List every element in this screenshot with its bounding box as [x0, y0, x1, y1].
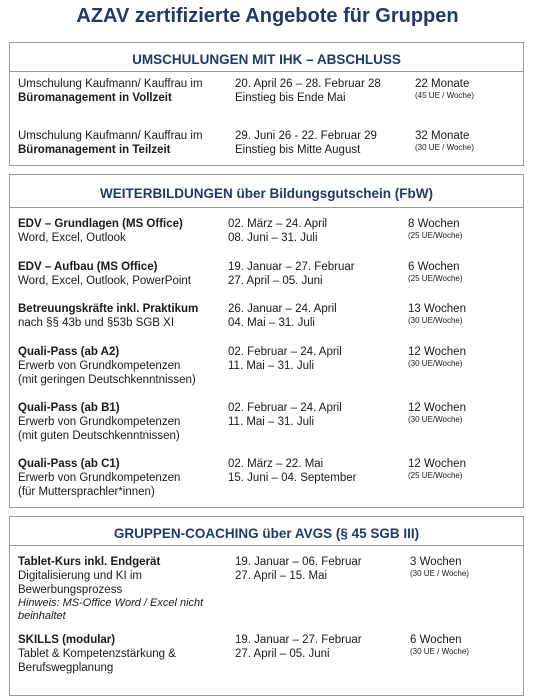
course-desc: Digitalisierung und KI im	[18, 570, 143, 582]
course-duration	[408, 457, 508, 481]
course-desc: Tablet & Kompetenzstärkung &	[18, 648, 176, 660]
course-name	[18, 77, 233, 105]
date-range: 11. Mai – 31. Juli	[228, 360, 315, 372]
weekly-rate: (30 UE / Woche)	[415, 143, 474, 152]
date-note: Einstieg bis Ende Mai	[235, 92, 346, 104]
course-dates	[235, 555, 413, 583]
course-desc: (für Muttersprachler*innen)	[18, 486, 155, 498]
duration: 22 Monate	[415, 78, 470, 90]
course-dates	[228, 401, 406, 429]
course-duration	[410, 555, 510, 579]
course-name	[18, 555, 233, 623]
course-duration	[408, 260, 508, 284]
weekly-rate: (45 UE / Woche)	[415, 91, 474, 100]
course-duration	[408, 345, 508, 369]
course-dates	[228, 260, 406, 288]
course-desc: Bewerbungsprozess	[18, 584, 123, 596]
section-divider	[10, 207, 523, 208]
course-name	[18, 217, 233, 245]
course-hint: beinhaltet	[18, 610, 66, 622]
course-title: Betreuungskräfte inkl. Praktikum	[18, 303, 199, 315]
course-title: Quali-Pass (ab A2)	[18, 346, 120, 358]
course-duration	[408, 217, 508, 241]
course-name	[18, 260, 233, 288]
section-divider	[10, 71, 523, 72]
section-divider	[10, 545, 523, 546]
course-line-bold: Büromanagement in Vollzeit	[18, 92, 172, 104]
course-desc: (mit guten Deutschkenntnissen)	[18, 430, 180, 442]
section-umschulungen	[9, 42, 524, 166]
date-range: 04. Mai – 31. Juli	[228, 317, 315, 329]
date-range: 19. Januar – 27. Februar	[235, 634, 362, 646]
course-title: EDV – Grundlagen (MS Office)	[18, 218, 183, 230]
weekly-rate: (30 UE/Woche)	[408, 359, 463, 368]
course-desc: Berufswegplanung	[18, 662, 114, 674]
duration: 3 Wochen	[410, 556, 462, 568]
course-name	[18, 401, 233, 443]
duration: 6 Wochen	[408, 261, 460, 273]
course-line: Umschulung Kaufmann/ Kauffrau im	[18, 130, 203, 142]
course-desc: (mit geringen Deutschkenntnissen)	[18, 374, 196, 386]
duration: 12 Wochen	[408, 402, 466, 414]
course-dates	[228, 345, 406, 373]
course-name	[18, 302, 233, 330]
duration: 8 Wochen	[408, 218, 460, 230]
course-desc: Erwerb von Grundkompetenzen	[18, 416, 181, 428]
course-desc: Word, Excel, Outlook	[18, 232, 126, 244]
course-duration	[408, 302, 508, 326]
date-range: 27. April – 15. Mai	[235, 570, 328, 582]
weekly-rate: (30 UE / Woche)	[410, 569, 469, 578]
course-name	[18, 457, 233, 499]
section-heading: UMSCHULUNGEN MIT IHK – ABSCHLUSS	[132, 52, 401, 67]
weekly-rate: (25 UE/Woche)	[408, 274, 463, 283]
course-dates	[228, 217, 406, 245]
date-range: 02. März – 22. Mai	[228, 458, 324, 470]
date-range: 02. März – 24. April	[228, 218, 328, 230]
duration: 32 Monate	[415, 130, 470, 142]
course-title: Quali-Pass (ab B1)	[18, 402, 120, 414]
duration: 12 Wochen	[408, 346, 466, 358]
section-heading: WEITERBILDUNGEN über Bildungsgutschein (FbW)	[100, 186, 433, 201]
course-dates	[235, 77, 413, 105]
course-title: Quali-Pass (ab C1)	[18, 458, 120, 470]
course-name	[18, 345, 233, 387]
course-dates	[228, 302, 406, 330]
duration: 13 Wochen	[408, 303, 466, 315]
date-range: 29. Juni 26 - 22. Februar 29	[235, 130, 377, 142]
duration: 6 Wochen	[410, 634, 462, 646]
course-dates	[235, 129, 413, 157]
course-duration	[415, 77, 515, 101]
date-range: 19. Januar – 06. Februar	[235, 556, 362, 568]
date-range: 20. April 26 – 28. Februar 28	[235, 78, 381, 90]
course-desc: Erwerb von Grundkompetenzen	[18, 360, 181, 372]
course-desc: Erwerb von Grundkompetenzen	[18, 472, 181, 484]
course-name	[18, 633, 233, 675]
course-line: Umschulung Kaufmann/ Kauffrau im	[18, 78, 203, 90]
date-range: 19. Januar – 27. Februar	[228, 261, 355, 273]
course-dates	[235, 633, 413, 661]
duration: 12 Wochen	[408, 458, 466, 470]
course-line-bold: Büromanagement in Teilzeit	[18, 144, 171, 156]
course-duration	[415, 129, 515, 153]
section-heading: GRUPPEN-COACHING über AVGS (§ 45 SGB III)	[113, 526, 420, 541]
course-duration	[408, 401, 508, 425]
course-title: Tablet-Kurs inkl. Endgerät	[18, 556, 161, 568]
date-range: 27. April – 05. Juni	[228, 275, 323, 287]
date-range: 11. Mai – 31. Juli	[228, 416, 315, 428]
date-range: 26. Januar – 24. April	[228, 303, 337, 315]
weekly-rate: (25 UE/Woche)	[408, 231, 463, 240]
date-note: Einstieg bis Mitte August	[235, 144, 361, 156]
weekly-rate: (30 UE/Woche)	[408, 316, 463, 325]
course-hint: Hinweis: MS-Office Word / Excel nicht	[18, 597, 204, 609]
weekly-rate: (30 UE / Woche)	[410, 647, 469, 656]
date-range: 02. Februar – 24. April	[228, 346, 342, 358]
date-range: 02. Februar – 24. April	[228, 402, 342, 414]
course-desc: nach §§ 43b und §53b SGB XI	[18, 317, 175, 329]
course-name	[18, 129, 233, 157]
course-dates	[228, 457, 406, 485]
date-range: 15. Juni – 04. September	[228, 472, 357, 484]
date-range: 27. April – 05. Juni	[235, 648, 330, 660]
section-weiterbildungen	[9, 174, 524, 508]
course-desc: Word, Excel, Outlook, PowerPoint	[18, 275, 191, 287]
weekly-rate: (25 UE/Woche)	[408, 471, 463, 480]
weekly-rate: (30 UE/Woche)	[408, 415, 463, 424]
date-range: 08. Juni – 31. Juli	[228, 232, 318, 244]
course-title: SKILLS (modular)	[18, 634, 116, 646]
course-title: EDV – Aufbau (MS Office)	[18, 261, 158, 273]
section-gruppen-coaching	[9, 516, 524, 696]
course-duration	[410, 633, 510, 657]
page-title: AZAV zertifizierte Angebote für Gruppen	[76, 5, 459, 27]
